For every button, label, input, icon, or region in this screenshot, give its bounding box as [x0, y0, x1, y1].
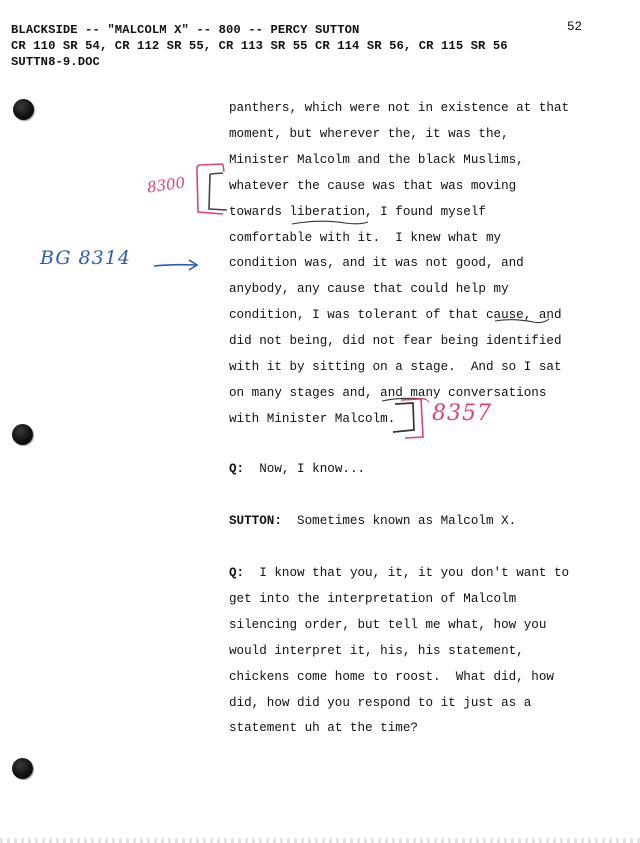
- text-line: whatever the cause was that was moving: [229, 178, 517, 193]
- scan-edge: [0, 838, 640, 843]
- text-line: condition was, and it was not good, and: [229, 256, 524, 271]
- end-bracket-icon: [387, 394, 437, 442]
- text-line: on many stages and, and many conversations: [229, 385, 547, 400]
- question-text: get into the interpretation of Malcolm: [229, 591, 517, 606]
- underline-mark: [290, 218, 370, 232]
- speaker-label: SUTTON:: [229, 514, 282, 528]
- question-text: chickens come home to roost. What did, how: [229, 669, 554, 684]
- speaker-label: Q:: [229, 462, 245, 476]
- text-line: condition, I was tolerant of that cause, and: [229, 308, 562, 323]
- text-line: comfortable with it. I knew what my: [229, 230, 502, 245]
- text-line: anybody, any cause that could help my: [229, 282, 509, 297]
- start-bracket-icon: [193, 160, 253, 220]
- answer-text: [229, 96, 569, 433]
- underline-mark: [493, 317, 553, 331]
- arrow-right-icon: [152, 255, 202, 275]
- header-roll-codes: CR 110 SR 54, CR 112 SR 55, CR 113 SR 55 CR 114 SR 56, CR 115 SR 56: [11, 39, 508, 53]
- question-text: would interpret it, his, his statement,: [229, 643, 524, 658]
- document-header: [11, 22, 508, 70]
- text-line: with Minister Malcolm.: [229, 411, 396, 426]
- binder-hole-icon: [12, 758, 33, 779]
- binder-hole-icon: [13, 99, 34, 120]
- question-block: [229, 457, 365, 483]
- question-text: did, how did you respond to it just as a: [229, 695, 532, 710]
- header-title: BLACKSIDE -- "MALCOLM X" -- 800 -- PERCY SUTTON: [11, 23, 360, 37]
- text-line: towards liberation, I found myself: [229, 204, 486, 219]
- broll-note: BG 8314: [40, 247, 131, 269]
- binder-hole-icon: [12, 424, 33, 445]
- question-text: Now, I know...: [259, 462, 366, 476]
- page-number: 52: [567, 20, 583, 34]
- speaker-label: Q:: [229, 566, 245, 580]
- question-text: silencing order, but tell me what, how you: [229, 617, 547, 632]
- answer-line: Sometimes known as Malcolm X.: [297, 514, 517, 528]
- question-block: [229, 561, 569, 742]
- text-line: did not being, did not fear being identified: [229, 334, 562, 349]
- question-text: I know that you, it, it you don't want to: [259, 566, 570, 580]
- text-line: moment, but wherever the, it was the,: [229, 126, 509, 141]
- text-line: with it by sitting on a stage. And so I sat: [229, 360, 562, 375]
- answer-block: [229, 509, 516, 535]
- header-filename: SUTTN8-9.DOC: [11, 55, 100, 69]
- question-text: statement uh at the time?: [229, 721, 418, 736]
- text-line: Minister Malcolm and the black Muslims,: [229, 152, 524, 167]
- end-timecode-note: 8357: [432, 401, 492, 426]
- text-line: panthers, which were not in existence at that: [229, 101, 570, 115]
- start-timecode-note: 8300: [145, 173, 187, 197]
